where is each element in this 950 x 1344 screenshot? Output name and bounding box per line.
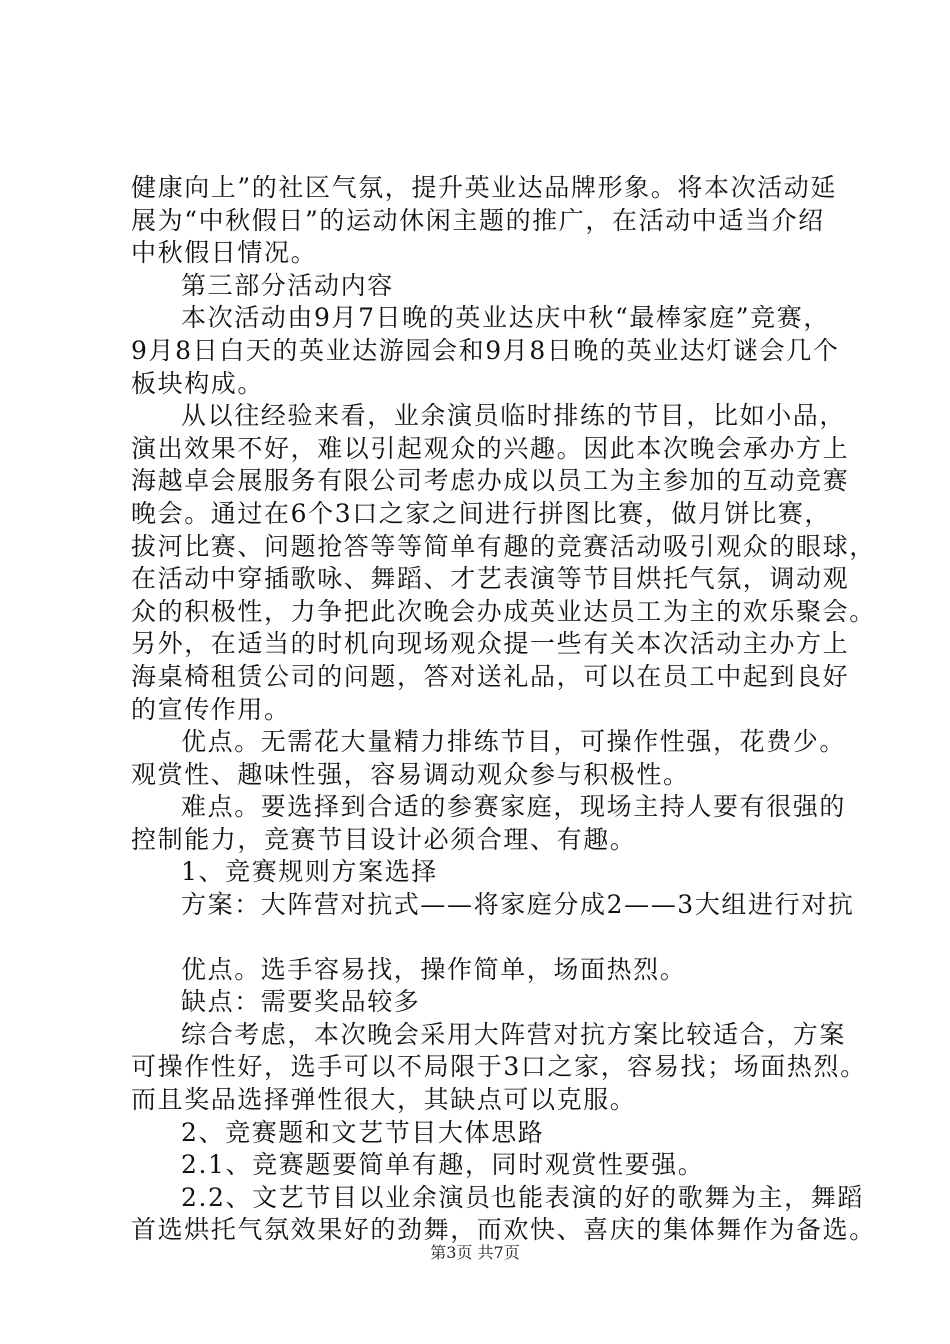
- text-line: 晚会。通过在6个3口之家之间进行拼图比赛，做月饼比赛，: [131, 498, 832, 528]
- text-line: 难点。要选择到合适的参赛家庭，现场主持人要有很强的: [181, 792, 847, 822]
- text-line: 的宣传作用。: [131, 694, 291, 724]
- text-line: 在活动中穿插歌咏、舞蹈、才艺表演等节目烘托气氛，调动观: [131, 564, 850, 594]
- text-line: 2.2、文艺节目以业余演员也能表演的好的歌舞为主，舞蹈: [181, 1182, 864, 1212]
- section-heading: 第三部分活动内容: [181, 270, 394, 300]
- text-line: 海越卓会展服务有限公司考虑办成以员工为主参加的互动竞赛: [131, 466, 850, 496]
- text-line: 可操作性好，选手可以不局限于3口之家，容易找；场面热烈。: [131, 1052, 867, 1082]
- text-line: 中秋假日情况。: [131, 238, 318, 268]
- text-line: 板块构成。: [131, 368, 265, 398]
- text-line: 展为“中秋假日”的运动休闲主题的推广，在活动中适当介绍: [131, 205, 825, 235]
- section-heading: 2、竞赛题和文艺节目大体思路: [181, 1117, 545, 1147]
- text-line: 综合考虑，本次晚会采用大阵营对抗方案比较适合，方案: [181, 1019, 847, 1049]
- text-line: 控制能力，竞赛节目设计必须合理、有趣。: [131, 824, 637, 854]
- text-line: 健康向上”的社区气氛，提升英业达品牌形象。将本次活动延: [131, 173, 837, 202]
- text-line: 从以往经验来看，业余演员临时排练的节目，比如小品，: [181, 401, 847, 431]
- text-line: 观赏性、趣味性强，容易调动观众参与积极性。: [131, 759, 690, 789]
- text-line: 方案：大阵营对抗式——将家庭分成2——3大组进行对抗: [181, 890, 855, 920]
- text-line: 优点。无需花大量精力排练节目，可操作性强，花费少。: [181, 727, 847, 757]
- text-line: 而且奖品选择弹性很大，其缺点可以克服。: [131, 1085, 637, 1115]
- text-line: 9月8日白天的英业达游园会和9月8日晚的英业达灯谜会几个: [131, 335, 840, 365]
- text-line: 本次活动由9月7日晚的英业达庆中秋“最棒家庭”竞赛，: [181, 303, 830, 333]
- text-line: 首选烘托气氛效果好的劲舞，而欢快、喜庆的集体舞作为备选。: [131, 1215, 876, 1245]
- text-line: 演出效果不好，难以引起观众的兴趣。因此本次晚会承办方上: [131, 433, 850, 463]
- text-line: 另外，在适当的时机向现场观众提一些有关本次活动主办方上: [131, 629, 850, 659]
- text-line: 拔河比赛、问题抢答等等简单有趣的竞赛活动吸引观众的眼球，: [131, 531, 876, 561]
- page-number: 第3页 共7页: [430, 1243, 520, 1262]
- section-heading: 1、竞赛规则方案选择: [181, 857, 438, 887]
- text-line: 海桌椅租赁公司的问题，答对送礼品，可以在员工中起到良好: [131, 661, 850, 691]
- blank-line: [131, 922, 861, 954]
- document-body: [131, 172, 876, 1247]
- text-line: 众的积极性，力争把此次晚会办成英业达员工为主的欢乐聚会。: [131, 596, 876, 626]
- text-line: 2.1、竞赛题要简单有趣，同时观赏性要强。: [181, 1150, 705, 1180]
- text-line: 优点。选手容易找，操作简单，场面热烈。: [181, 954, 687, 984]
- text-line: 缺点：需要奖品较多: [181, 987, 421, 1017]
